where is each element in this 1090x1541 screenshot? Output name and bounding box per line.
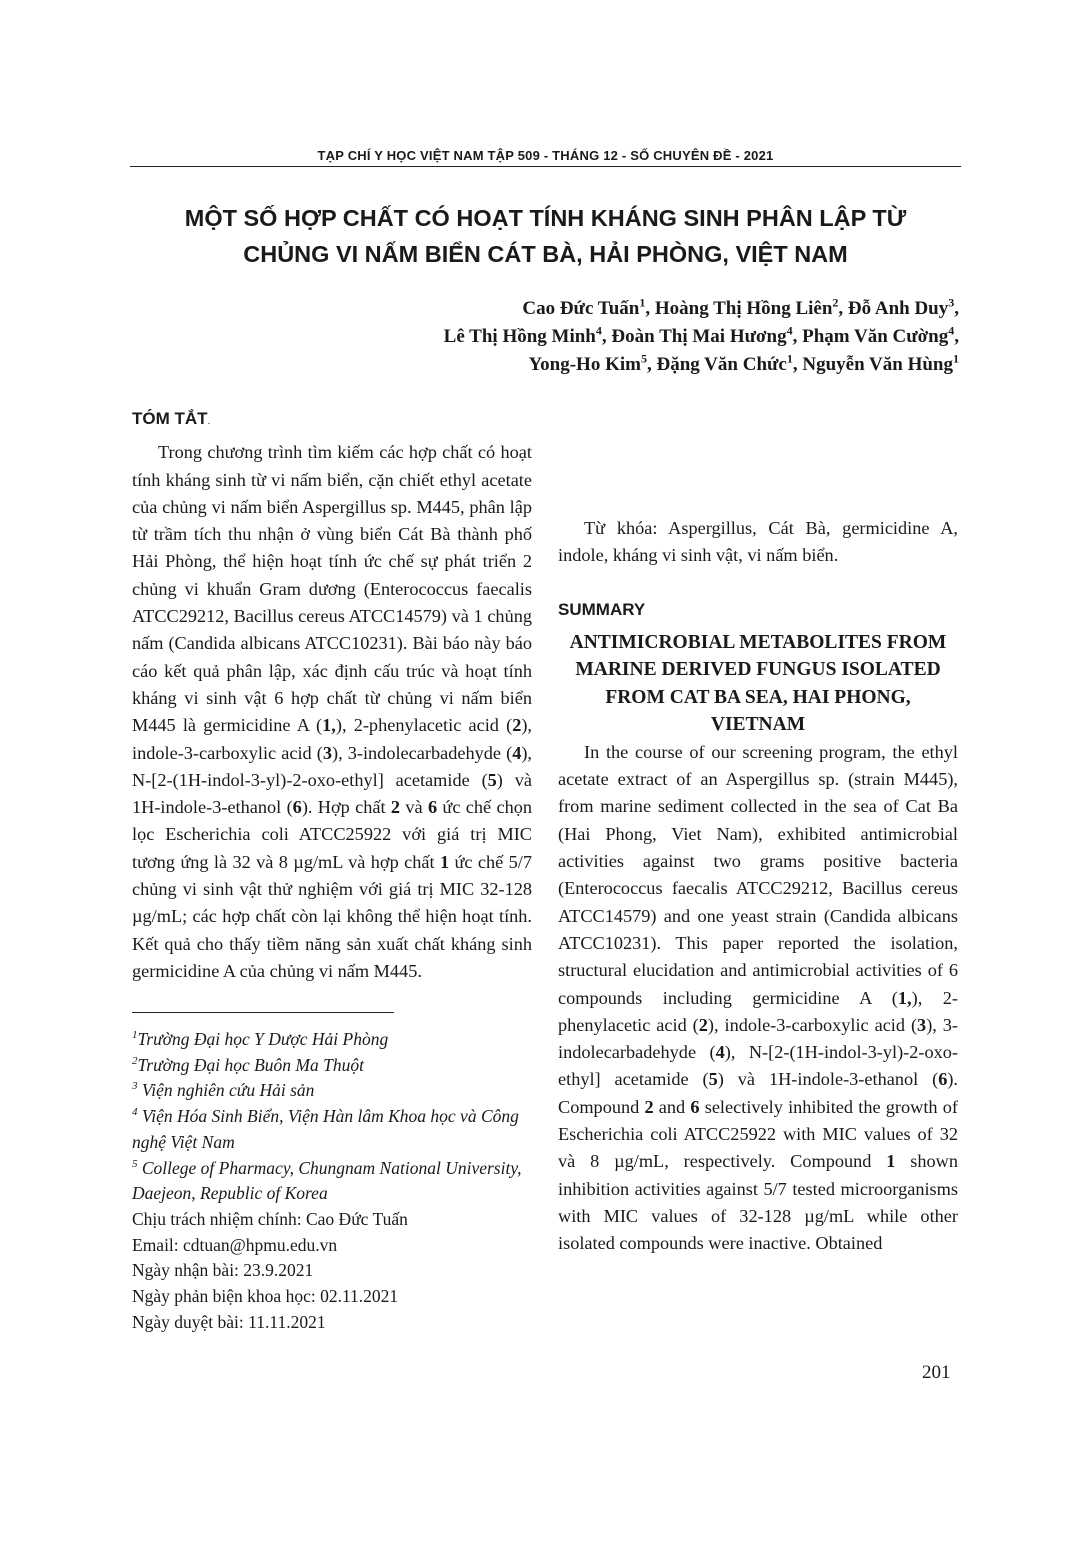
author-name: Nguyễn Văn Hùng xyxy=(802,354,953,375)
summary-text: ), 2-phenylacetic acid ( xyxy=(558,987,958,1035)
author-affiliation: 1 xyxy=(786,351,793,366)
corresponding-email: Email: cdtuan@hpmu.edu.vn xyxy=(132,1234,338,1255)
abstract-text: ), 2-phenylacetic acid ( xyxy=(335,715,513,736)
summary-text: selectively inhibited the growth of Escherichia coli ATCC25922 with MIC values of 32 và 8 µg/mL, respectively. Compound xyxy=(558,1096,958,1172)
author-affiliation: 5 xyxy=(640,351,647,366)
received-date: Ngày nhận bài: 23.9.2021 xyxy=(132,1260,314,1281)
author-affiliation: 4 xyxy=(786,323,793,338)
compound-number: 2 xyxy=(512,715,522,736)
abstract-text: ), 3-indolecarbadehyde ( xyxy=(332,742,513,763)
compound-number: 4 xyxy=(512,742,522,763)
abstract-heading-dot: . xyxy=(207,416,211,427)
compound-number: 2 xyxy=(698,1014,708,1035)
affiliation-number: 1 xyxy=(132,1029,138,1042)
summary-text: ) và 1H-indole-3-ethanol ( xyxy=(717,1069,939,1090)
summary-text: ), N-[2-(1H-indol-3-yl)-2-oxo-ethyl] acetamide ( xyxy=(558,1042,958,1090)
author-name: Hoàng Thị Hồng Liên xyxy=(654,298,833,319)
summary-paragraph: In the course of our screening program, the ethyl acetate extract of an Aspergillus sp. (strain M445), from marine sediment collected in the sea of Cat Ba (Hai Phong, Viet Nam), exhibited antimicrobial activities against two grams positive bacteria (Enterococcus faecalis ATCC29212, Bacillus cereus ATCC14579) and one yeast strain (Candida albicans ATCC10231). This paper reported the isolation, structural elucidation and antimicrobial activities of 6 compounds including germicidine A (1,), 2-phenylacetic acid (2), indole-3-carboxylic acid (3), 3-indolecarbadehyde (4), N-[2-(1H-indol-3-yl)-2-oxo-ethyl] acetamide (5) và 1H-indole-3-ethanol (6). Compound 2 and 6 selectively inhibited the growth of Escherichia coli ATCC25922 with MIC values of 32 và 8 µg/mL, respectively. Compound 1 shown inhibition activities against 5/7 tested microorganisms with MIC values of 32-128 µg/mL while other isolated compounds were inactive. Obtained xyxy=(558,741,959,1254)
keywords: Từ khóa: Aspergillus, Cát Bà, germicidine A, indole, kháng vi sinh vật, vi nấm biển. xyxy=(558,518,958,566)
affiliation-text: Viện Hóa Sinh Biển, Viện Hàn lâm Khoa học và Công nghệ Việt Nam xyxy=(132,1106,519,1152)
author-affiliation: 1 xyxy=(639,295,646,310)
affiliation-1 xyxy=(132,1027,532,1053)
compound-number: 6 xyxy=(427,797,438,818)
summary-text: In the course of our screening program, the ethyl acetate extract of an Aspergillus sp. (strain M445), from marine sediment collected in the sea of Cat Ba (Hai Phong, Viet Nam), exhibited antimicrobial activities against two grams positive bacteria (Enterococcus faecalis ATCC29212, Bacillus cereus ATCC14579) and one yeast strain (Candida albicans ATCC10231). This paper reported the isolation, structural elucidation and antimicrobial activities of 6 compounds including germicidine A ( xyxy=(558,741,958,1008)
compound-number: 3 xyxy=(917,1014,927,1035)
journal-header: TẠP CHÍ Y HỌC VIỆT NAM TẬP 509 - THÁNG 12 - SỐ CHUYÊN ĐỀ - 2021 xyxy=(317,148,774,163)
compound-number: 6 xyxy=(690,1096,700,1117)
author-name: Đỗ Anh Duy xyxy=(847,298,949,319)
abstract-paragraph: Trong chương trình tìm kiếm các hợp chất có hoạt tính kháng sinh từ vi nấm biển, cặn chiết ethyl acetate của chủng vi nấm biển Aspergillus sp. M445, phân lập từ trầm tích thu nhận ở vùng biển Cát Bà thành phố Hải Phòng, thể hiện hoạt tính ức chế sự phát triển 2 chủng vi khuẩn Gram dương (Enterococcus faecalis ATCC29212, Bacillus cereus ATCC14579) và 1 chủng nấm (Candida albicans ATCC10231). Bài báo này báo cáo kết quả phân lập, xác định cấu trúc và hoạt tính kháng vi sinh vật 6 hợp chất từ chủng vi nấm biển M445 là germicidine A (1,), 2-phenylacetic acid (2), indole-3-carboxylic acid (3), 3-indolecarbadehyde (4), N-[2-(1H-indol-3-yl)-2-oxo-ethyl] acetamide (5) và 1H-indole-3-ethanol (6). Hợp chất 2 và 6 ức chế chọn lọc Escherichia coli ATCC25922 với giá trị MIC tương ứng là 32 và 8 µg/mL và hợp chất 1 ức chế 5/7 chủng vi sinh vật thử nghiệm với giá trị MIC 32-128 µg/mL; các hợp chất còn lại không thể hiện hoạt tính. Kết quả cho thấy tiềm năng sản xuất chất kháng sinh germicidine A của chủng vi nấm M445. xyxy=(132,442,532,981)
affiliation-5 xyxy=(132,1156,532,1207)
author-affiliation: 4 xyxy=(948,323,955,338)
abstract-text: ức chế chọn lọc Escherichia coli ATCC25922 với giá trị MIC tương ứng là 32 và 8 µg/mL và hợp chất xyxy=(132,797,532,872)
author-name: Cao Đức Tuấn xyxy=(522,298,640,319)
compound-number: 6 xyxy=(292,797,302,818)
summary-text: and xyxy=(653,1096,691,1117)
summary-text: shown inhibition activities against 5/7 tested microorganisms with MIC values of 32-128 µg/mL while other isolated compounds were inactive. Obtained xyxy=(558,1151,959,1254)
affiliation-4 xyxy=(132,1104,532,1155)
compound-number: 1 xyxy=(439,851,450,872)
abstract-text: ) và 1H-indole-3-ethanol ( xyxy=(132,769,532,818)
review-date: Ngày phản biện khoa học: 02.11.2021 xyxy=(132,1286,399,1307)
affiliation-number: 3 xyxy=(132,1080,138,1093)
article-title xyxy=(130,200,961,272)
author-name: Đặng Văn Chức xyxy=(656,354,787,375)
summary-text: ). Compound xyxy=(558,1069,958,1117)
abstract-text: ), N-[2-(1H-indol-3-yl)-2-oxo-ethyl] acetamide ( xyxy=(132,742,532,790)
compound-number: 2 xyxy=(390,797,401,818)
compound-number: 4 xyxy=(715,1042,725,1063)
left-column xyxy=(132,405,532,985)
abstract-text: và xyxy=(400,797,428,818)
author-list xyxy=(259,295,959,379)
author-affiliation: 2 xyxy=(832,295,839,310)
summary-heading: SUMMARY xyxy=(558,599,646,619)
compound-number: 5 xyxy=(708,1069,718,1090)
summary-text: ), indole-3-carboxylic acid ( xyxy=(707,1014,918,1035)
corresponding-author: Chịu trách nhiệm chính: Cao Đức Tuấn xyxy=(132,1208,408,1229)
summary-title: ANTIMICROBIAL METABOLITES FROM MARINE DERIVED FUNGUS ISOLATED FROM CAT BA SEA, HAI PHONG, VIETNAM xyxy=(569,631,947,736)
author-line-3: Yong-Ho Kim$^5$, Đặng Văn Chức$^1$, Nguyễn Văn Hùng$^1$ xyxy=(528,351,959,375)
right-column xyxy=(558,406,958,1258)
title-line-1: MỘT SỐ HỢP CHẤT CÓ HOẠT TÍNH KHÁNG SINH PHÂN LẬP TỪ xyxy=(184,205,907,231)
abstract-text: ), indole-3-carboxylic acid ( xyxy=(132,715,532,763)
summary-text: ), 3-indolecarbadehyde ( xyxy=(558,1014,958,1063)
author-name: Phạm Văn Cường xyxy=(802,326,949,347)
affiliation-text: College of Pharmacy, Chungnam National University, Daejeon, Republic of Korea xyxy=(132,1157,522,1204)
compound-number: 3 xyxy=(322,742,332,763)
affiliation-2 xyxy=(132,1053,532,1079)
accepted-date: Ngày duyệt bài: 11.11.2021 xyxy=(132,1311,326,1332)
compound-number: 2 xyxy=(644,1096,654,1117)
title-line-2: CHỦNG VI NẤM BIỂN CÁT BÀ, HẢI PHÒNG, VIỆT NAM xyxy=(243,241,848,267)
author-line-2: Lê Thị Hồng Minh$^4$, Đoàn Thị Mai Hương$^4$, Phạm Văn Cường$^4$, xyxy=(443,323,959,347)
page-number: 201 xyxy=(922,1362,951,1383)
author-affiliation: 1 xyxy=(953,351,959,366)
affiliation-3 xyxy=(132,1078,532,1104)
author-affiliation: 3 xyxy=(948,295,955,310)
affiliation-text: Trường Đại học Y Dược Hải Phòng xyxy=(137,1029,389,1049)
abstract-heading-text: TÓM TẮT xyxy=(132,409,208,428)
author-name: Yong-Ho Kim xyxy=(528,354,641,375)
author-name: Đoàn Thị Mai Hương xyxy=(611,326,787,347)
compound-number: 1 xyxy=(322,715,332,736)
author-affiliation: 4 xyxy=(595,323,602,338)
abstract-heading xyxy=(132,405,532,435)
header-rule xyxy=(130,166,961,167)
affiliation-text: Trường Đại học Buôn Ma Thuột xyxy=(137,1054,364,1075)
author-line-1: Cao Đức Tuấn$^1$, Hoàng Thị Hồng Liên$^2$, Đỗ Anh Duy$^3$, xyxy=(522,295,959,319)
abstract-text: ). Hợp chất xyxy=(301,797,391,818)
abstract-text: Trong chương trình tìm kiếm các hợp chất có hoạt tính kháng sinh từ vi nấm biển, cặn chiết ethyl acetate của chủng vi nấm biển Aspergillus sp. M445, phân lập từ trầm tích thu nhận ở vùng biển Cát Bà thành phố Hải Phòng, thể hiện hoạt tính ức chế sự phát triển 2 chủng vi khuẩn Gram dương (Enterococcus faecalis ATCC29212, Bacillus cereus ATCC14579) và 1 chủng nấm (Candida albicans ATCC10231). Bài báo này báo cáo kết quả phân lập, xác định cấu trúc và hoạt tính kháng vi sinh vật 6 hợp chất từ chủng vi nấm biển M445 là germicidine A ( xyxy=(132,442,532,736)
abstract-text: ức chế 5/7 chủng vi sinh vật thử nghiệm với giá trị MIC 32-128 µg/mL; các hợp chất còn lại không thể hiện hoạt tính. Kết quả cho thấy tiềm năng sản xuất chất kháng sinh germicidine A của chủng vi nấm M445. xyxy=(132,851,532,981)
affiliation-number: 4 xyxy=(132,1106,138,1119)
affiliation-text: Viện nghiên cứu Hải sản xyxy=(137,1080,315,1101)
author-name: Lê Thị Hồng Minh xyxy=(443,326,596,347)
affiliation-number: 2 xyxy=(132,1054,138,1067)
compound-number: 5 xyxy=(487,769,497,790)
compound-number: 1 xyxy=(897,987,908,1008)
compound-number: 1 xyxy=(886,1151,896,1172)
compound-number: 6 xyxy=(938,1069,948,1090)
affiliation-number: 5 xyxy=(132,1157,138,1170)
footnote-rule xyxy=(132,1012,394,1013)
footnote-block xyxy=(132,1012,532,1335)
abstract-continuation-spacer xyxy=(558,406,958,515)
